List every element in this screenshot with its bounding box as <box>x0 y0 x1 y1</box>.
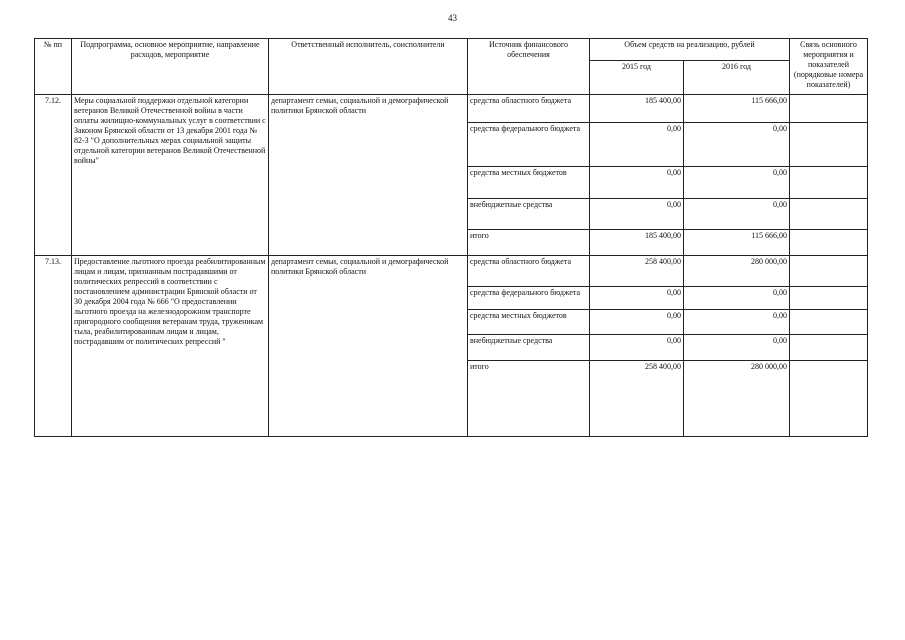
header-responsible: Ответственный исполнитель, соисполнители <box>269 39 468 95</box>
row-number: 7.12. <box>35 95 72 256</box>
responsible-cell: департамент семьи, социальной и демографической политики Брянской области <box>269 256 468 437</box>
value-2016: 115 666,00 <box>684 230 790 256</box>
program-cell: Предоставление льготного проезда реабилитированным лицам и лицам, признанным пострадавшими от политических репрессий в соответствии с постановлением администрации Брянской области от 30 декабря 2004 года № 666 "О предоставлении льготного проезда на железнодорожном транспорте пригородного сообщения ветеранам труда, труженикам тыла, реабилитированным лицам и лицам, пострадавшим от политических репрессий " <box>72 256 269 437</box>
value-2015: 0,00 <box>590 167 684 199</box>
link-cell <box>790 287 868 310</box>
link-cell <box>790 335 868 361</box>
value-2016: 0,00 <box>684 287 790 310</box>
link-cell <box>790 123 868 167</box>
link-cell <box>790 256 868 287</box>
header-year-2016: 2016 год <box>684 61 790 95</box>
source-cell: итого <box>468 361 590 437</box>
source-cell: внебюджетные средства <box>468 335 590 361</box>
program-cell: Меры социальной поддержки отдельной категории ветеранов Великой Отечественной войны в части оплаты жилищно-коммунальных услуг в соответствии с Законом Брянской области от 13 декабря 2001 года № 82-З "О дополнительных мерах социальной защиты отдельной категории ветеранов Великой Отечественной войны" <box>72 95 269 256</box>
link-cell <box>790 230 868 256</box>
value-2015: 258 400,00 <box>590 256 684 287</box>
source-cell: внебюджетные средства <box>468 199 590 230</box>
link-cell <box>790 310 868 335</box>
value-2016: 0,00 <box>684 310 790 335</box>
source-cell: средства местных бюджетов <box>468 167 590 199</box>
source-cell: средства местных бюджетов <box>468 310 590 335</box>
header-source: Источник финансового обеспечения <box>468 39 590 95</box>
value-2016: 280 000,00 <box>684 256 790 287</box>
value-2015: 0,00 <box>590 123 684 167</box>
source-cell: итого <box>468 230 590 256</box>
header-program: Подпрограмма, основное мероприятие, направление расходов, мероприятие <box>72 39 269 95</box>
page-number: 43 <box>448 13 457 23</box>
value-2015: 0,00 <box>590 287 684 310</box>
budget-table <box>34 38 868 437</box>
value-2015: 185 400,00 <box>590 95 684 123</box>
value-2015: 258 400,00 <box>590 361 684 437</box>
value-2015: 0,00 <box>590 335 684 361</box>
header-link: Связь основного мероприятия и показателей (порядковые номера показателей) <box>790 39 868 95</box>
value-2015: 0,00 <box>590 310 684 335</box>
value-2015: 0,00 <box>590 199 684 230</box>
header-num: № пп <box>35 39 72 95</box>
value-2016: 0,00 <box>684 123 790 167</box>
value-2016: 280 000,00 <box>684 361 790 437</box>
link-cell <box>790 167 868 199</box>
link-cell <box>790 95 868 123</box>
value-2015: 185 400,00 <box>590 230 684 256</box>
source-cell: средства областного бюджета <box>468 256 590 287</box>
link-cell <box>790 199 868 230</box>
value-2016: 115 666,00 <box>684 95 790 123</box>
link-cell <box>790 361 868 437</box>
source-cell: средства федерального бюджета <box>468 287 590 310</box>
value-2016: 0,00 <box>684 335 790 361</box>
responsible-cell: департамент семьи, социальной и демографической политики Брянской области <box>269 95 468 256</box>
value-2016: 0,00 <box>684 199 790 230</box>
row-number: 7.13. <box>35 256 72 437</box>
header-year-2015: 2015 год <box>590 61 684 95</box>
source-cell: средства областного бюджета <box>468 95 590 123</box>
value-2016: 0,00 <box>684 167 790 199</box>
header-volume: Объем средств на реализацию, рублей <box>590 39 790 61</box>
source-cell: средства федерального бюджета <box>468 123 590 167</box>
